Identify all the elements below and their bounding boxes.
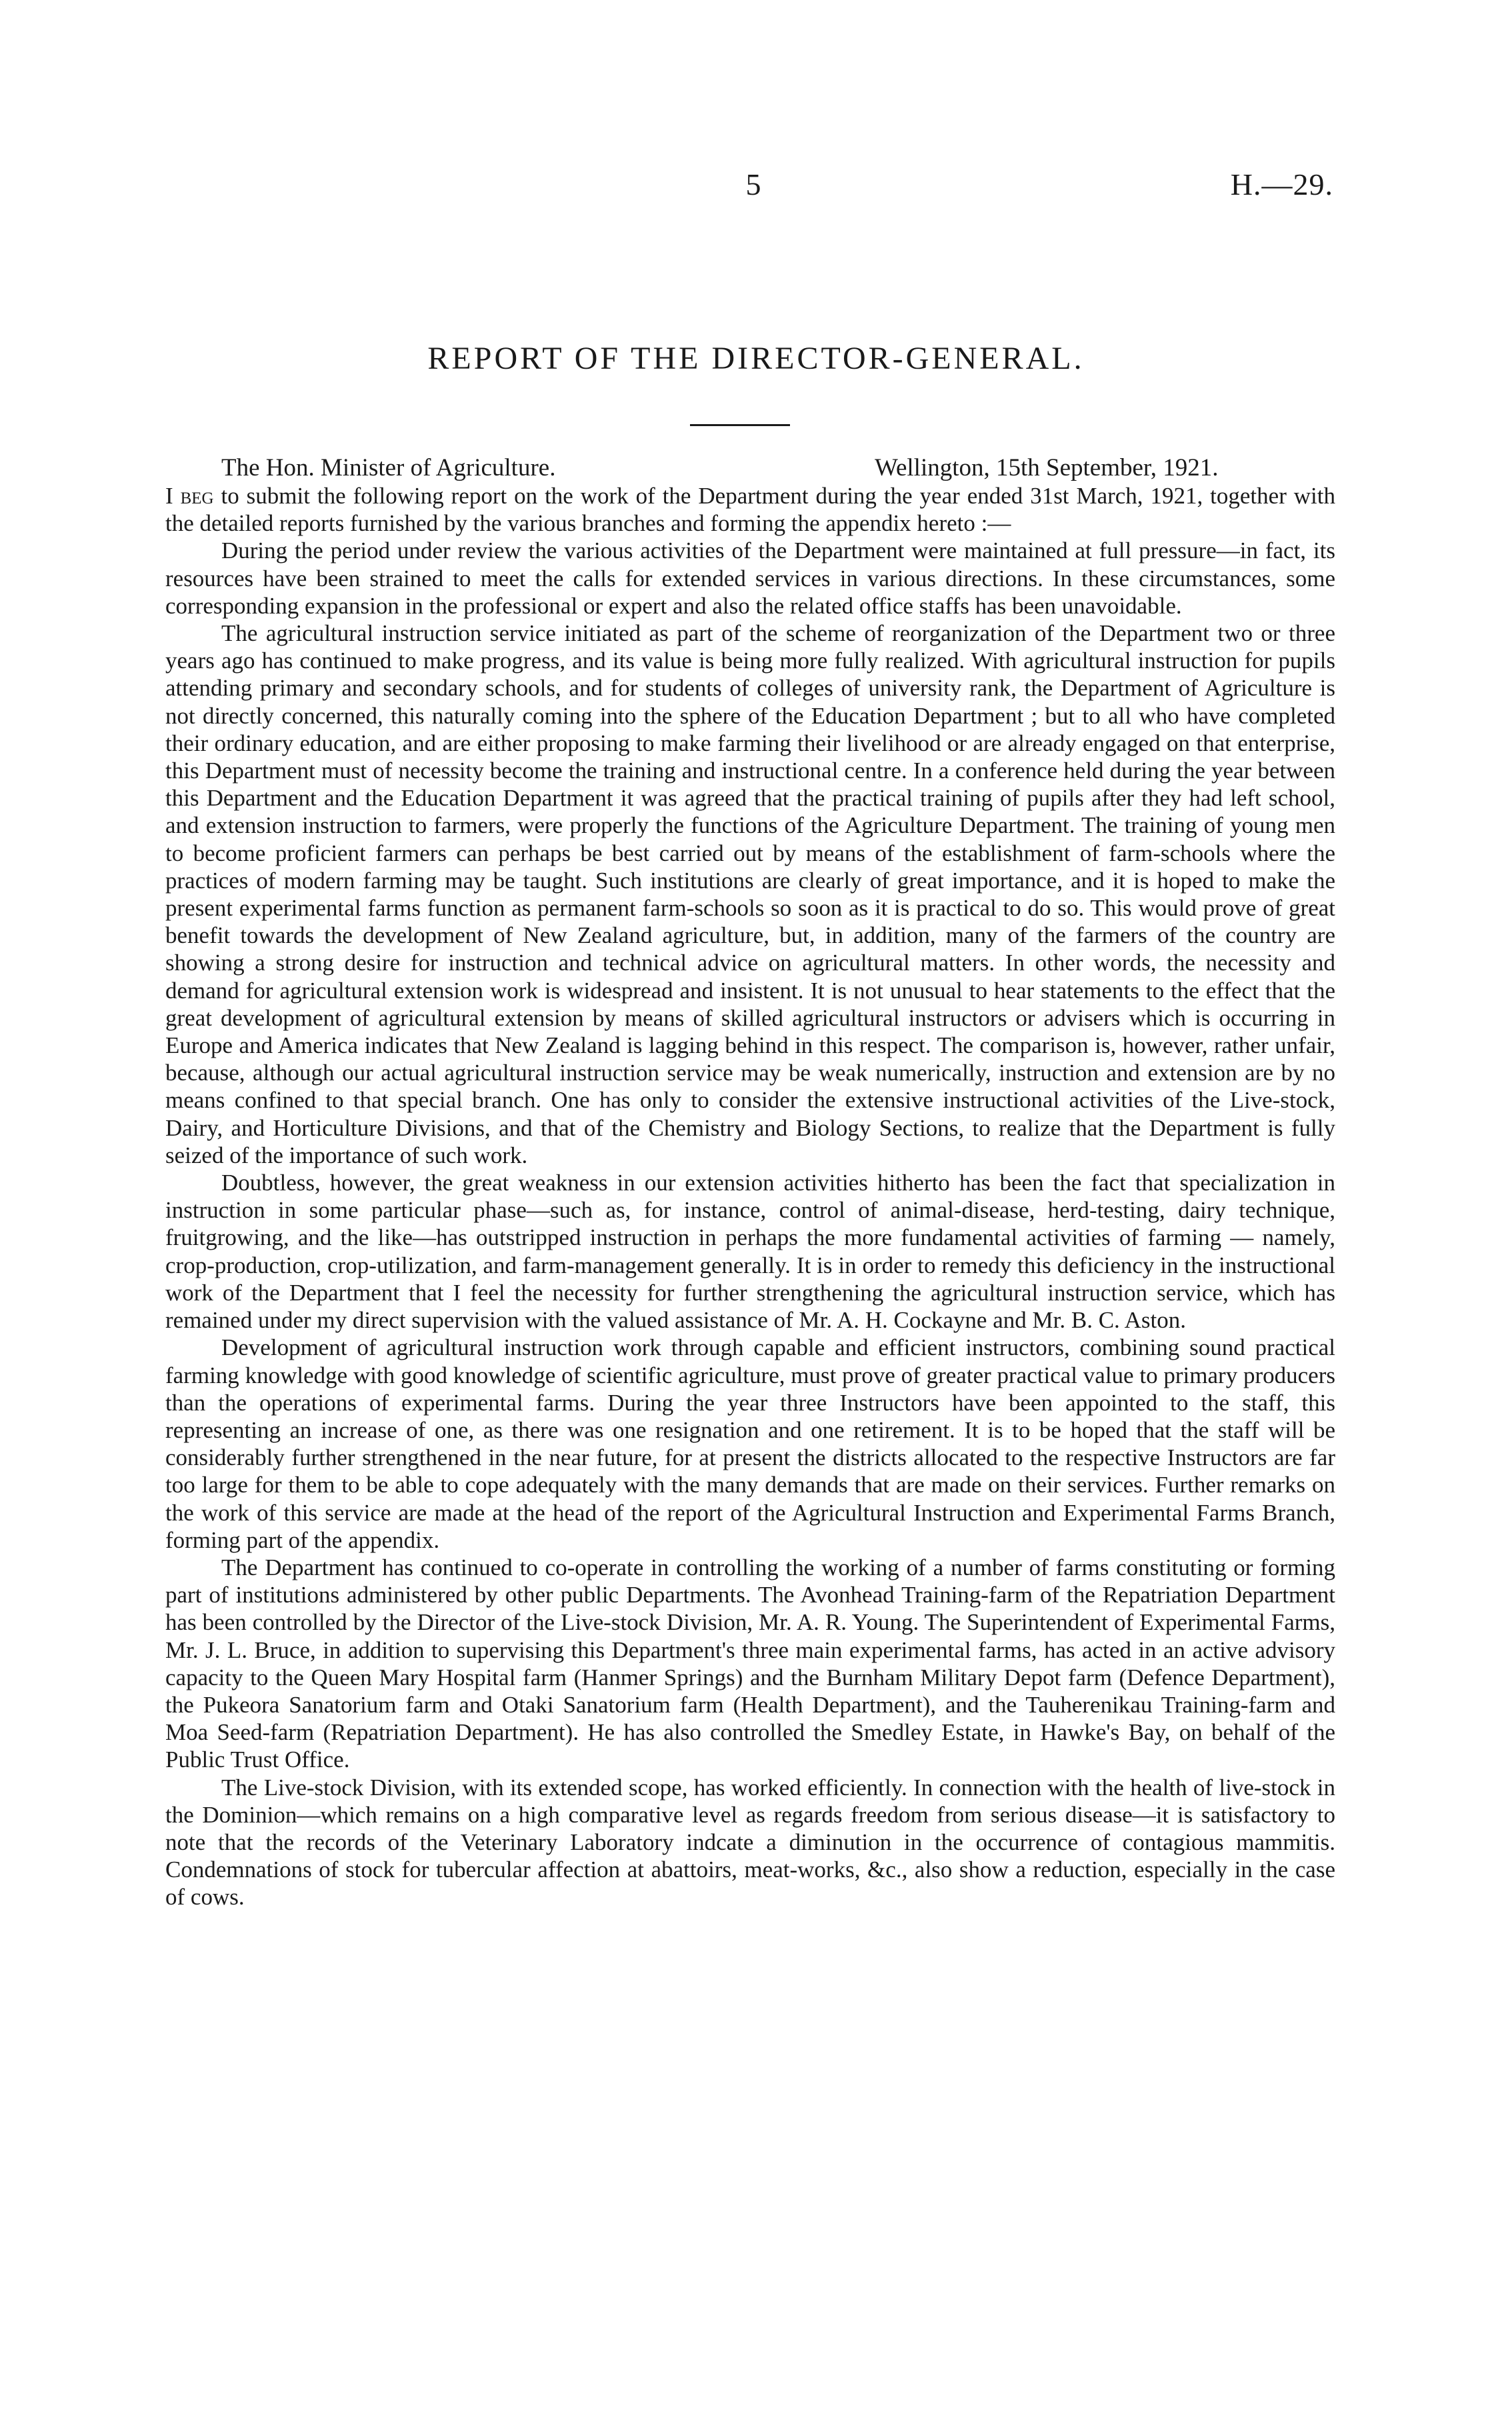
report-title: REPORT OF THE DIRECTOR-GENERAL. bbox=[427, 341, 1085, 376]
addressee: The Hon. Minister of Agriculture. bbox=[221, 454, 556, 481]
place-and-date: Wellington, 15th September, 1921. bbox=[875, 454, 1219, 481]
paragraph-3: The agricultural instruction service initiated as part of the scheme of reorganization of the Department two or three years ago has continued to make progress, and its value is being more fully realized. With agricultural instruction for pupils attending primary and secondary schools, and for students of colleges of university rank, the Department of Agriculture is not directly concerned, this naturally coming into the sphere of the Education Department ; but to all who have completed their ordinary education, and are either proposing to make farming their livelihood or are already engaged on that enterprise, this Department must of necessity become the training and instructional centre. In a conference held during the year between this Department and the Education Department it was agreed that the practical training of pupils after they had left school, and extension instruction to farmers, were properly the functions of the Agriculture Department. The training of young men to become proficient farmers can perhaps be best carried out by means of the establishment of farm-schools where the practices of modern farming may be taught. Such institutions are clearly of great importance, and it is hoped to make the present experimental farms function as permanent farm-schools so soon as it is practical to do so. This would prove of great benefit towards the development of New Zealand agriculture, but, in addition, many of the farmers of the country are showing a strong desire for instruction and technical advice on agricultural matters. In other words, the necessity and demand for agricultural extension work is widespread and insistent. It is not unusual to hear statements to the effect that the great development of agricultural extension by means of skilled agricultural instructors or advisers which is occurring in Europe and America indicates that New Zealand is lagging behind in this respect. The comparison is, however, rather unfair, because, although our actual agricultural instruction service may be weak numerically, instruction and extension are by no means confined to that special branch. One has only to consider the extensive instructional activities of the Live-stock, Dairy, and Horticulture Divisions, and that of the Chemistry and Biology Sections, to realize that the Department is fully seized of the importance of such work. bbox=[165, 620, 1335, 1168]
page-number: 5 bbox=[745, 167, 761, 201]
paragraph-1 bbox=[165, 482, 1335, 537]
title-rule bbox=[690, 424, 790, 426]
document-reference: H.—29. bbox=[1230, 167, 1333, 201]
paragraph-5: Development of agricultural instruction work through capable and efficient instructors, combining sound practical farming knowledge with good knowledge of scientific agriculture, must prove of greater practical value to primary producers than the operations of experimental farms. During the year three Instructors have been appointed to the staff, this representing an increase of one, as there was one resignation and one retirement. It is to be hoped that the staff will be considerably further strengthened in the near future, for at present the districts allocated to the respective Instructors are far too large for them to be able to cope adequately with the many demands that are made on their services. Further remarks on the work of this service are made at the head of the report of the Agricultural Instruction and Experimental Farms Branch, forming part of the appendix. bbox=[165, 1334, 1335, 1553]
salutation-line bbox=[221, 453, 1335, 483]
paragraph-6: The Department has continued to co-operate in controlling the working of a number of farms constituting or forming part of institutions administered by other public Departments. The Avonhead Training-farm of the Repatriation Department has been controlled by the Director of the Live-stock Division, Mr. A. R. Young. The Superintendent of Experimental Farms, Mr. J. L. Bruce, in addition to supervising this Department's three main experimental farms, has acted in an active advisory capacity to the Queen Mary Hospital farm (Hanmer Springs) and the Burnham Military Depot farm (Defence Department), the Pukeora Sanatorium farm and Otaki Sanatorium farm (Health Department), and the Tauherenikau Training-farm and Moa Seed-farm (Repatriation Department). He has also controlled the Smedley Estate, in Hawke's Bay, on behalf of the Public Trust Office. bbox=[165, 1554, 1335, 1773]
paragraph-4: Doubtless, however, the great weakness in our extension activities hitherto has been the fact that specialization in instruction in some particular phase—such as, for instance, control of animal-disease, herd-testing, dairy technique, fruitgrowing, and the like—has outstripped instruction in perhaps the more fundamental activities of farming — namely, crop-production, crop-utilization, and farm-management generally. It is in order to remedy this deficiency in the instructional work of the Department that I feel the necessity for further strengthening the agricultural instruction service, which has remained under my direct supervision with the valued assistance of Mr. A. H. Cockayne and Mr. B. C. Aston. bbox=[165, 1170, 1335, 1334]
opening-words: I beg bbox=[165, 483, 214, 509]
paragraph-7: The Live-stock Division, with its extended scope, has worked efficiently. In connection with the health of live-stock in the Dominion—which remains on a high comparative level as regards freedom from serious disease—it is satisfactory to note that the records of the Veterinary Laboratory indcate a diminution in the occurrence of contagious mammitis. Condemnations of stock for tubercular affection at abattoirs, meat-works, &c., also show a reduction, especially in the case of cows. bbox=[165, 1774, 1335, 1911]
paragraph-2: During the period under review the various activities of the Department were maintained at full pressure—in fact, its resources have been strained to meet the calls for extended services in various directions. In these circumstances, some corresponding expansion in the professional or expert and also the related office staffs has been unavoidable. bbox=[165, 537, 1335, 619]
report-body bbox=[165, 482, 1335, 1911]
paragraph-1-text: to submit the following report on the work of the Department during the year ended 31st March, 1921, together with the detailed reports furnished by the various branches and forming the appendix hereto :— bbox=[165, 483, 1336, 537]
